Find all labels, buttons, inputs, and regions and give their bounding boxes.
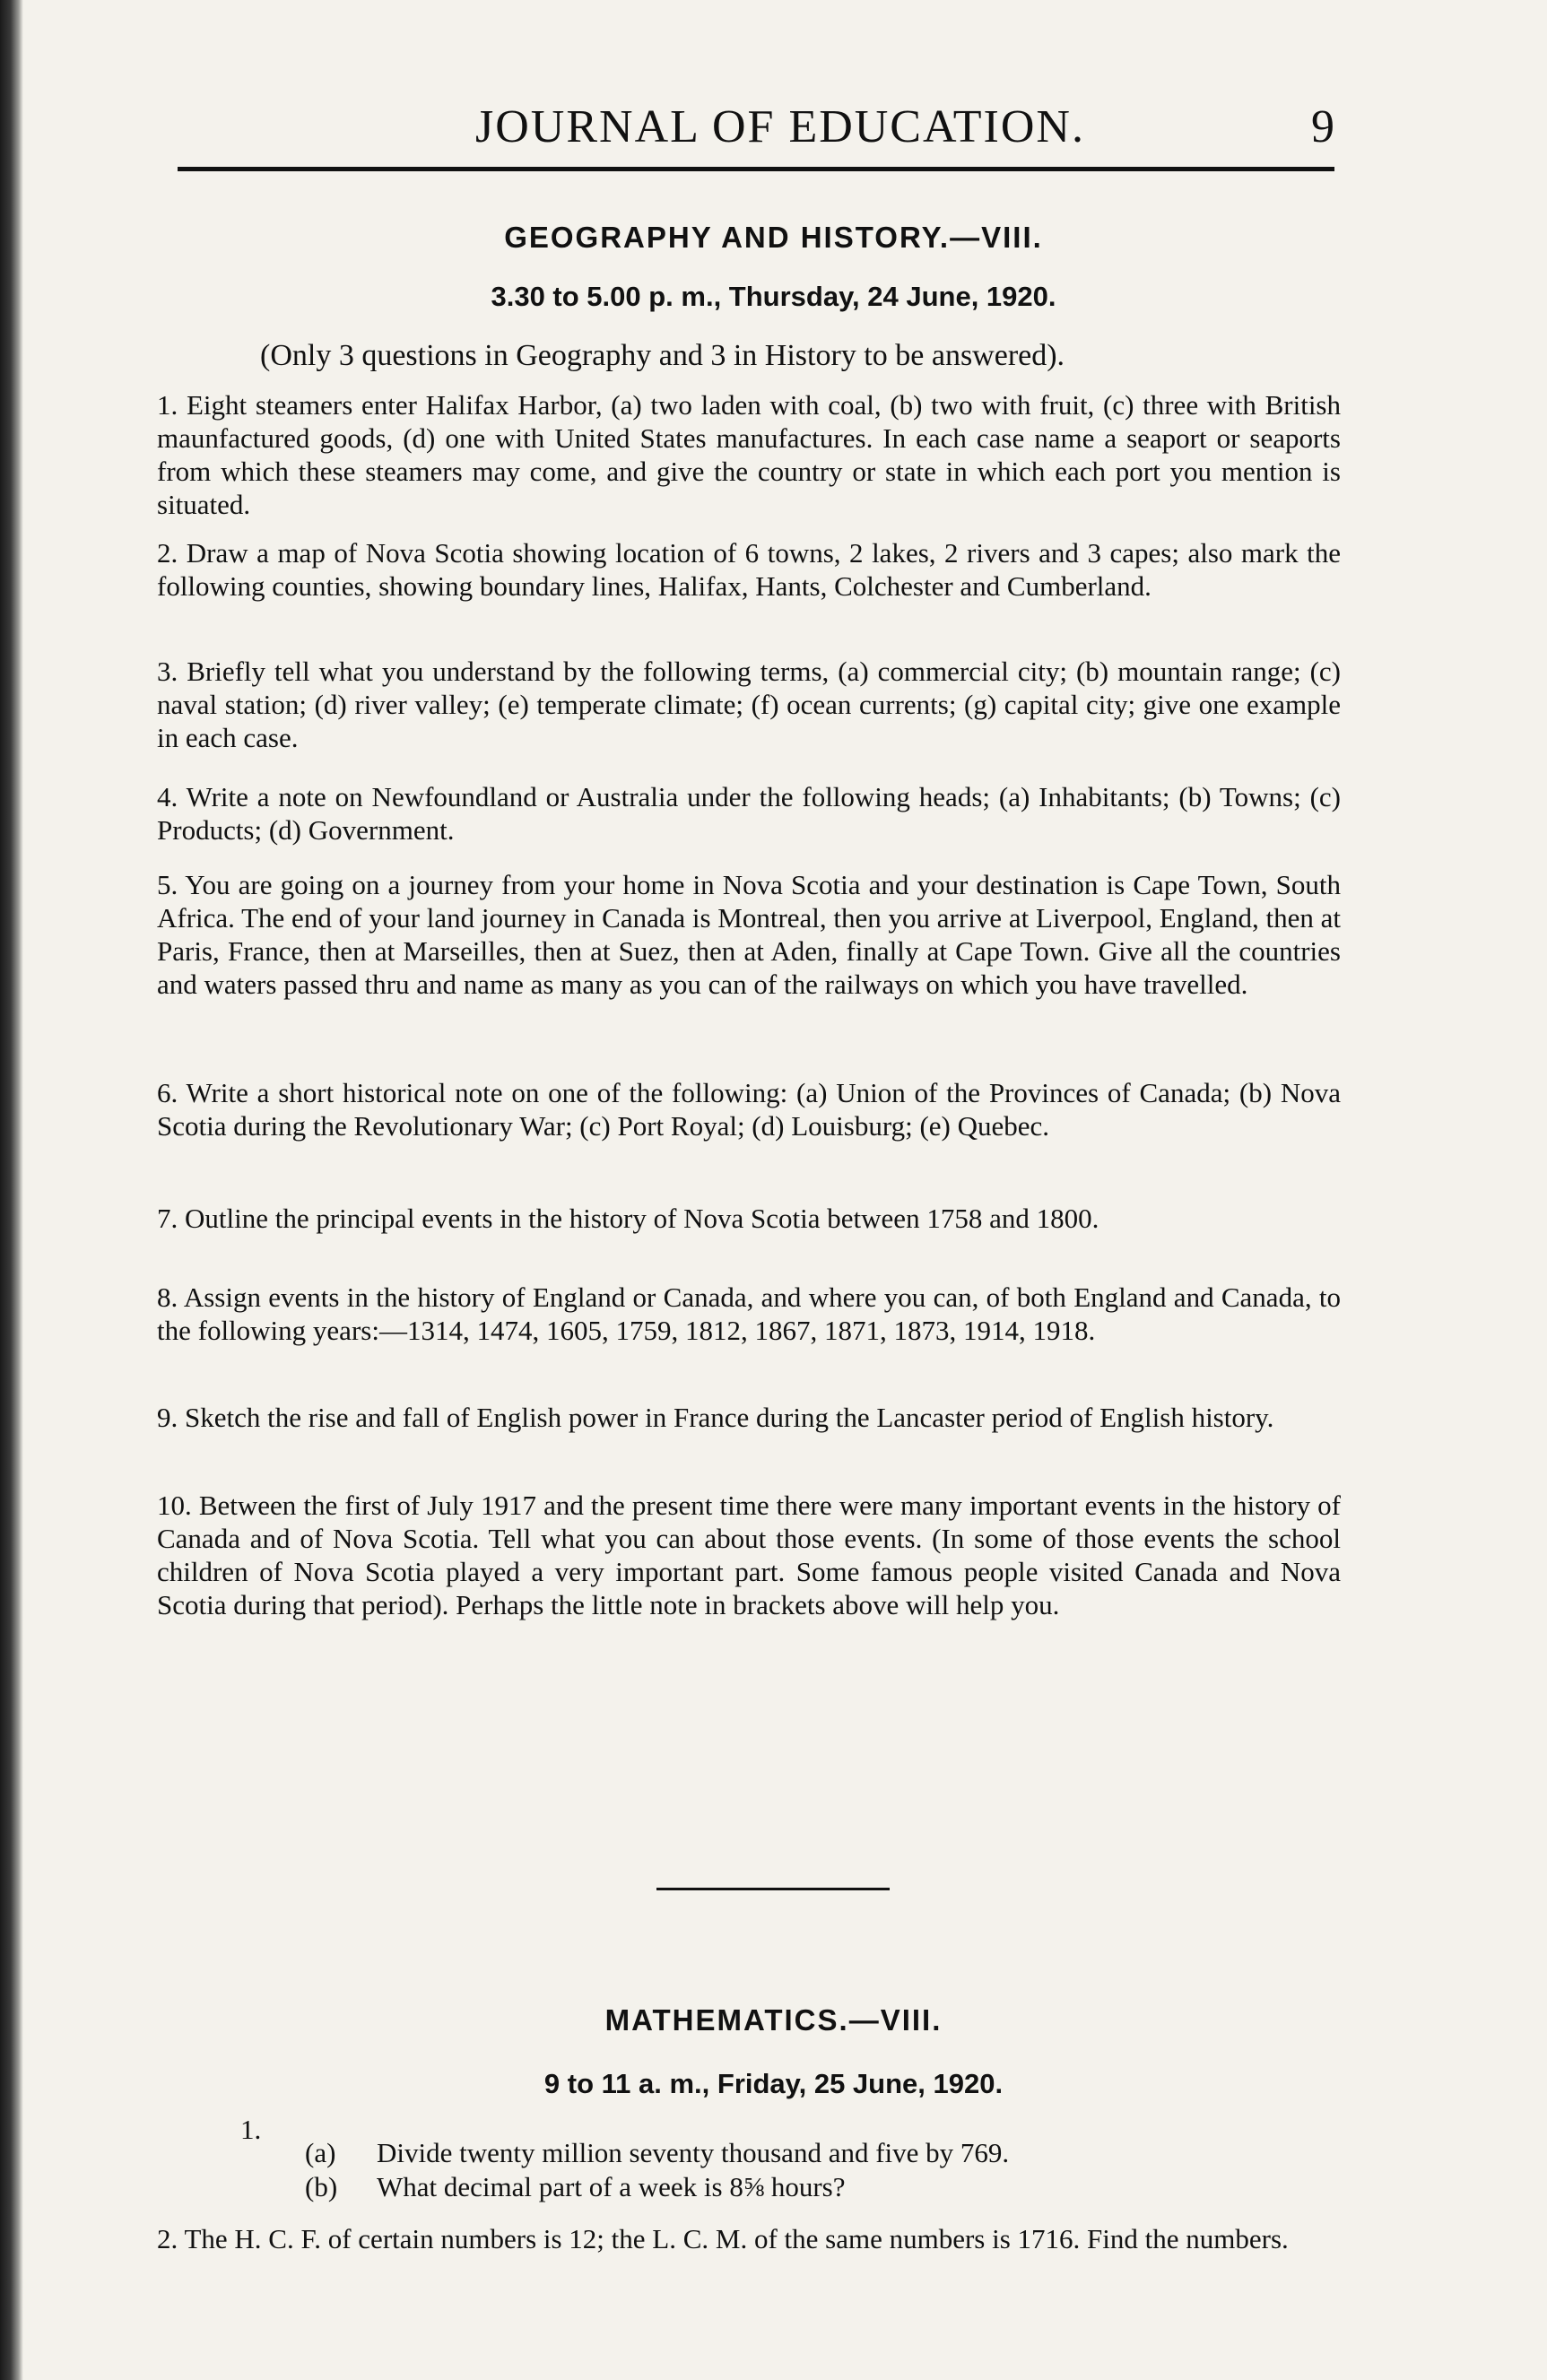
- question-text: Divide twenty million seventy thousand and five by 769.: [377, 2137, 1010, 2168]
- question-number: 10.: [157, 1490, 192, 1521]
- question-text: Draw a map of Nova Scotia showing location of 6 towns, 2 lakes, 2 rivers and 3 capes; also mark the following counties, showing boundary lines, Halifax, Hants, Colchester and Cumberland.: [157, 537, 1342, 602]
- geography-instruction: (Only 3 questions in Geography and 3 in History to be answered).: [260, 339, 1065, 372]
- question-number: 4.: [157, 781, 178, 812]
- question-text: Write a short historical note on one of the following: (a) Union of the Provinces of Canada; (b) Nova Scotia during the Revolutionary War; (c) Port Royal; (d) Louisburg; (e) Quebec.: [157, 1077, 1341, 1142]
- mathematics-question-2: [157, 2222, 1341, 2255]
- question-text: You are going on a journey from your home in Nova Scotia and your destination is Cape Town, South Africa. The end of your land journey in Canada is Montreal, then you arrive at Liverpool, England, then at Paris, France, then at Marseilles, then at Suez, then at Aden, finally at Cape Town. Give all the countries and waters passed thru and name as many as you can of the railways on which you have travelled.: [157, 869, 1341, 1000]
- geography-section-title: GEOGRAPHY AND HISTORY.—VIII.: [504, 221, 1043, 254]
- question-text: Sketch the rise and fall of English power in France during the Lancaster period of English history.: [185, 1402, 1274, 1433]
- part-label: (b): [305, 2171, 338, 2202]
- geography-question-5: [157, 868, 1341, 1001]
- question-number: 1.: [157, 389, 178, 421]
- question-text: Between the first of July 1917 and the present time there were many important events in the history of Canada and of Nova Scotia. Tell what you can about those events. (In some of those events the school children of Nova Scotia played a very important part. Some famous people visited Canada and Nova Scotia during that period). Perhaps the little note in brackets above will help you.: [157, 1490, 1342, 1620]
- geography-question-8: [157, 1281, 1341, 1347]
- question-text: Assign events in the history of England or Canada, and where you can, of both England and Canada, to the following years:—1314, 1474, 1605, 1759, 1812, 1867, 1871, 1873, 1914, 1918.: [157, 1281, 1341, 1346]
- question-text: What decimal part of a week is 8⅝ hours?: [377, 2171, 846, 2202]
- question-text: Outline the principal events in the history of Nova Scotia between 1758 and 1800.: [185, 1203, 1099, 1234]
- geography-exam-time: 3.30 to 5.00 p. m., Thursday, 24 June, 1920.: [491, 281, 1056, 312]
- geography-question-6: [157, 1076, 1341, 1142]
- question-number: 7.: [157, 1203, 178, 1234]
- geography-question-2: [157, 536, 1341, 603]
- question-text: Briefly tell what you understand by the following terms, (a) commercial city; (b) mountain range; (c) naval station; (d) river valley; (e) temperate climate; (f) ocean currents; (g) capital city; give one example in each case.: [157, 656, 1341, 753]
- section-divider: [656, 1888, 890, 1890]
- mathematics-section-title: MATHEMATICS.—VIII.: [604, 2003, 943, 2037]
- question-number: 9.: [157, 1402, 178, 1433]
- question-number: 3.: [157, 656, 178, 687]
- geography-question-7: [157, 1202, 1341, 1235]
- geography-question-10: [157, 1489, 1341, 1621]
- question-number: 1.: [240, 2114, 262, 2145]
- journal-title: JOURNAL OF EDUCATION.: [475, 101, 1085, 152]
- question-number: 8.: [157, 1281, 178, 1313]
- page-number: 9: [1311, 101, 1336, 152]
- part-label: (a): [305, 2137, 336, 2168]
- header-rule: [178, 167, 1334, 171]
- question-text: The H. C. F. of certain numbers is 12; the L. C. M. of the same numbers is 1716. Find the numbers.: [184, 2223, 1289, 2254]
- question-number: 6.: [157, 1077, 178, 1108]
- question-number: 2.: [157, 2223, 178, 2254]
- question-text: Write a note on Newfoundland or Australia under the following heads; (a) Inhabitants; (b) Towns; (c) Products; (d) Government.: [157, 781, 1341, 846]
- geography-question-9: [157, 1401, 1341, 1434]
- geography-question-1: [157, 388, 1341, 521]
- geography-question-4: [157, 780, 1341, 847]
- question-number: 5.: [157, 869, 178, 900]
- geography-question-3: [157, 655, 1341, 754]
- question-number: 2.: [157, 537, 178, 569]
- mathematics-exam-time: 9 to 11 a. m., Friday, 25 June, 1920.: [543, 2068, 1004, 2099]
- question-text: Eight steamers enter Halifax Harbor, (a) two laden with coal, (b) two with fruit, (c) three with British maunfactured goods, (d) one with United States manufactures. In each case name a seaport or seaports from which these steamers may come, and give the country or state in which each port you mention is situated.: [157, 389, 1341, 520]
